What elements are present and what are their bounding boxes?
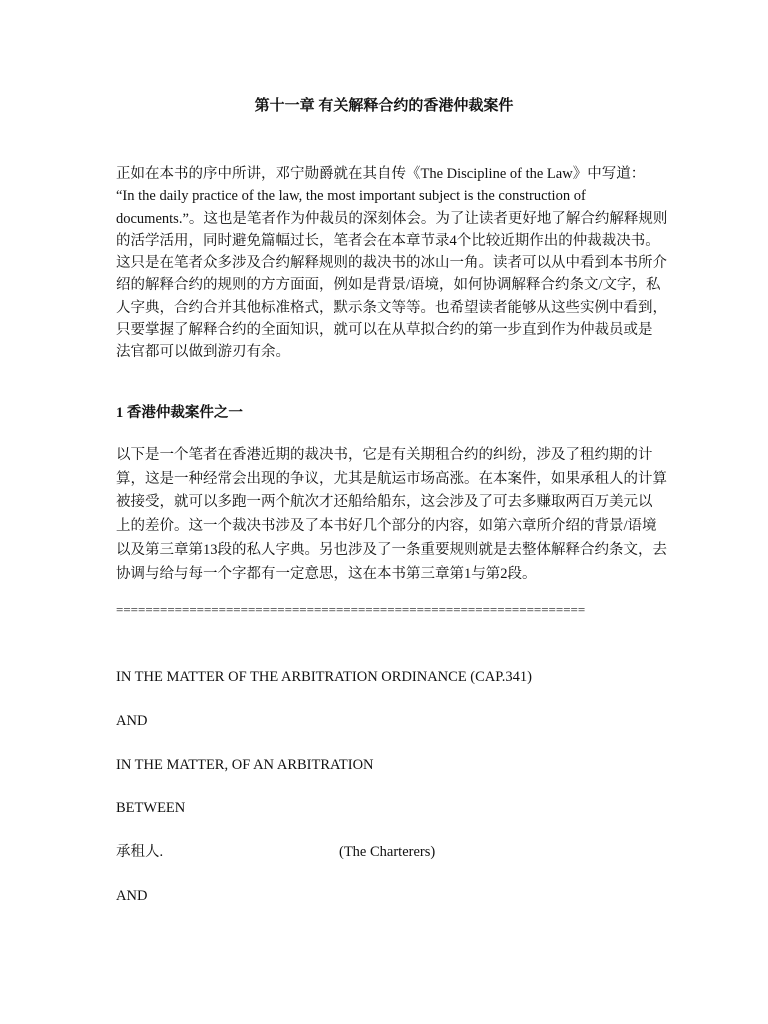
- section-paragraph: [116, 444, 667, 586]
- section-line: 被接受，就可以多跑一两个航次才还船给船东，这会涉及了可去多赚取两百万美元以: [116, 494, 653, 511]
- intro-paragraph: [116, 163, 668, 364]
- party-role: (The Charterers): [339, 844, 436, 860]
- intro-line: 绍的解释合约的规则的方方面面，例如是背景/语境，如何协调解释合约条文/文字，私: [116, 277, 661, 294]
- chapter-title: 第十一章 有关解释合约的香港仲裁案件: [254, 98, 514, 114]
- section-heading: 1 香港仲裁案件之一: [116, 405, 243, 421]
- intro-line: “In the daily practice of the law, the most important subject is the construction of: [116, 188, 586, 205]
- matter-ordinance: IN THE MATTER OF THE ARBITRATION ORDINANCE (CAP.341): [116, 669, 532, 685]
- intro-line: 正如在本书的序中所讲，邓宁勋爵就在其自传《The Discipline of the Law》中写道：: [116, 166, 646, 182]
- section-line: 协调与给与每一个字都有一定意思，这在本书第三章第1与第2段。: [116, 565, 537, 582]
- section-line: 上的差价。这一个裁决书涉及了本书好几个部分的内容，如第六章所介绍的背景/语境: [116, 518, 657, 535]
- intro-line: 这只是在笔者众多涉及合约解释规则的裁决书的冰山一角。读者可以从中看到本书所介: [116, 255, 667, 272]
- intro-line: 的活学活用，同时避免篇幅过长，笔者会在本章节录4个比较近期作出的仲裁裁决书。: [116, 232, 660, 249]
- separator-line: ================================================================: [116, 602, 586, 617]
- intro-line: 人字典，合约合并其他标准格式，默示条文等等。也希望读者能够从这些实例中看到，: [116, 299, 667, 316]
- and-line: AND: [116, 713, 148, 729]
- intro-line: 法官都可以做到游刃有余。: [116, 344, 290, 361]
- section-line: 算，这是一种经常会出现的争议，尤其是航运市场高涨。在本案件，如果承租人的计算: [116, 470, 667, 487]
- matter-arbitration: IN THE MATTER, OF AN ARBITRATION: [116, 757, 374, 773]
- between-line: BETWEEN: [116, 800, 186, 816]
- section-line: 以及第三章第13段的私人字典。另也涉及了一条重要规则就是去整体解释合约条文，去: [116, 541, 667, 558]
- section-line: 以下是一个笔者在香港近期的裁决书，它是有关期租合约的纠纷，涉及了租约期的计: [116, 447, 653, 463]
- intro-line: 只要掌握了解释合约的全面知识，就可以在从草拟合约的第一步直到作为仲裁员或是: [116, 322, 653, 339]
- party-name: 承租人.: [116, 844, 164, 860]
- and-line: AND: [116, 888, 148, 904]
- intro-line: documents.”。这也是笔者作为仲裁员的深刻体会。为了让读者更好地了解合约解释规则: [116, 210, 668, 227]
